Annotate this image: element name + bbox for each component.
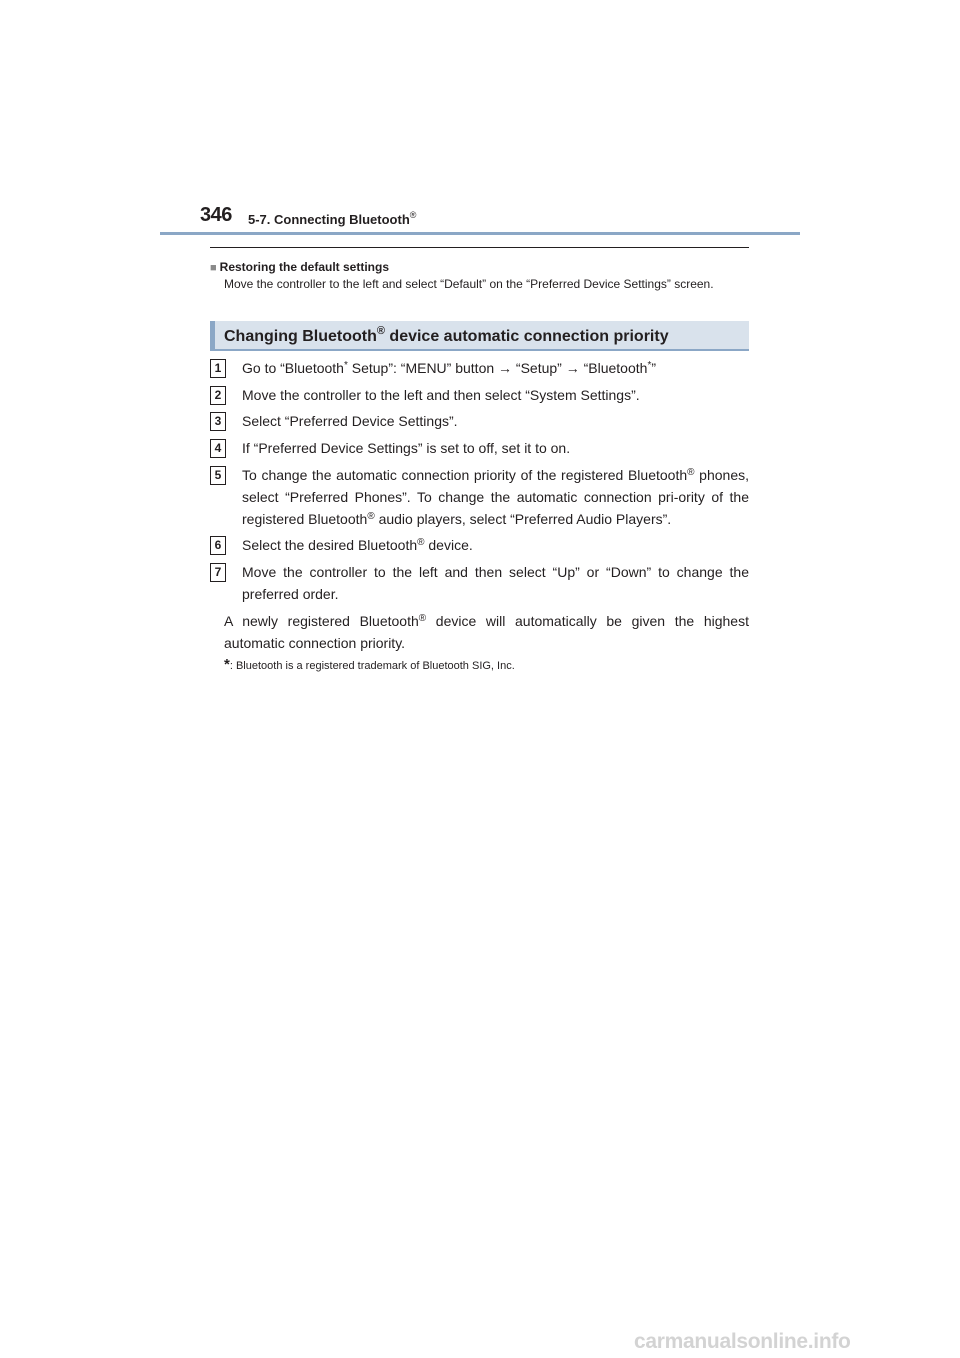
step-7 [210, 561, 749, 605]
header-rule [160, 232, 800, 235]
step-text: Go to “Bluetooth* Setup”: “MENU” button → “Setup” → “Bluetooth*” [242, 360, 657, 376]
asterisk-mark: * [647, 360, 652, 371]
step-text: If “Preferred Device Settings” is set to off, set it to on. [242, 440, 571, 457]
step-number: 1 [210, 359, 226, 378]
footnote-text: : Bluetooth is a registered trademark of Bluetooth SIG, Inc. [229, 659, 515, 672]
note-body: Move the controller to the left and select “Default” on the “Preferred Device Settings” screen. [224, 277, 714, 291]
watermark: carmanualsonline.info [634, 1330, 851, 1353]
page-header [200, 204, 800, 232]
note-block [210, 259, 748, 292]
step-1 [210, 357, 749, 379]
registered-mark: ® [417, 537, 425, 549]
note-heading-text: Restoring the default settings [219, 260, 390, 274]
step-text: Select “Preferred Device Settings”. [242, 413, 458, 430]
step-number: 2 [210, 386, 226, 405]
step-text: Move the controller to the left and then select “Up” or “Down” to change the preferred order. [242, 564, 749, 603]
step-text: Select the desired Bluetooth® device. [242, 537, 473, 554]
step-text: To change the automatic connection priority of the registered Bluetooth® phones, select “Preferred Phones”. To change the automatic connection pri-ority of the registered Bluetooth® audio players, select “Preferred Audio Players”. [242, 466, 750, 527]
registered-mark: ® [687, 466, 695, 478]
registered-mark: ® [418, 612, 427, 624]
heading-text-1: Changing Bluetooth [224, 328, 377, 345]
step-3 [210, 410, 749, 432]
square-bullet-icon: ■ [210, 262, 217, 274]
steps-list [210, 357, 749, 674]
step-4 [210, 437, 749, 459]
step-number: 3 [210, 412, 226, 431]
registered-mark: ® [367, 510, 375, 522]
step-number: 7 [210, 563, 226, 582]
asterisk-mark: * [224, 655, 230, 673]
info-paragraph: A newly registered Bluetooth® device will automatically be given the highest automatic connection priority. [224, 612, 749, 651]
step-5 [210, 464, 749, 530]
registered-mark: ® [409, 210, 417, 220]
section-heading-band [210, 321, 749, 351]
section-heading [224, 325, 669, 346]
section-title-text: 5-7. Connecting Bluetooth [248, 212, 410, 227]
step-text: Move the controller to the left and then select “System Settings”. [242, 386, 640, 403]
step-6 [210, 534, 749, 556]
page-number: 346 [200, 204, 232, 226]
section-title [248, 210, 416, 227]
step-number: 6 [210, 536, 226, 555]
heading-text-2: device automatic connection priority [384, 328, 669, 345]
registered-mark: ® [376, 325, 385, 337]
step-number: 5 [210, 466, 226, 485]
footnote [224, 657, 749, 674]
note-heading [210, 259, 748, 276]
divider-rule [210, 247, 749, 248]
asterisk-mark: * [343, 360, 348, 371]
step-number: 4 [210, 439, 226, 458]
step-2 [210, 384, 749, 406]
